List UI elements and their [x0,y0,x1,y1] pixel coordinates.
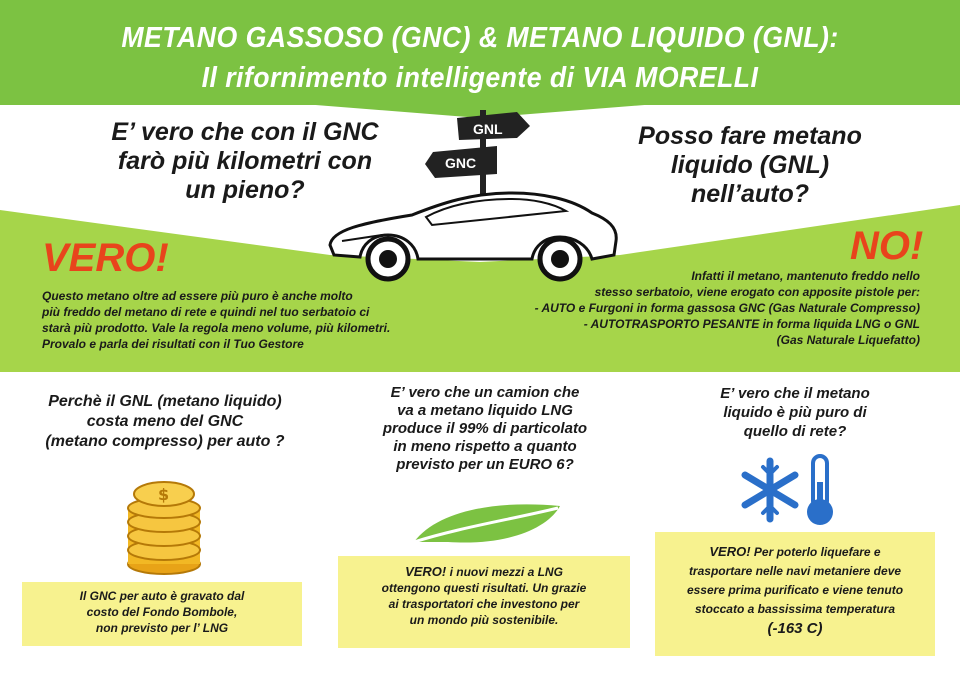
body-line: stesso serbatoio, viene erogato con apposite pistole per: [594,285,920,299]
vero-label: VERO! [709,544,751,559]
question-line: farò più kilometri con [117,147,373,175]
body-line: trasportare nelle navi metaniere deve [688,564,902,578]
right-top-body [520,268,920,348]
question-line: quello di rete? [743,423,847,440]
body-line: ottengono questi risultati. Un grazie [381,581,587,595]
body-line: starà più prodotto. Vale la regola meno volume, più kilometri. [42,321,391,335]
question-line: in meno rispetto a quanto [393,438,577,455]
body-line: Infatti il metano, mantenuto freddo nello [691,269,920,283]
col3-answer-box [655,532,935,656]
vero-label: VERO! [405,564,447,579]
question-line: Perchè il GNL (metano liquido) [48,393,282,410]
body-line: costo del Fondo Bombole, [86,605,238,619]
question-line: costa meno del GNC [86,413,244,430]
body-line: (Gas Naturale Liquefatto) [776,333,920,347]
col2-answer-text [338,556,630,628]
col2-question [340,384,630,474]
body-line: essere prima purificato e viene tenuto [686,583,904,597]
question-line: un pieno? [185,176,305,204]
question-line: E’ vero che con il GNC [111,118,379,146]
svg-text:$: $ [158,485,170,504]
body-line: ai trasportatori che investono per [388,597,580,611]
question-line: E’ vero che un camion che [390,384,580,401]
col1-question [20,392,310,452]
header-title-line1: METANO GASSOSO (GNC) & METANO LIQUIDO (GNL): [121,22,839,54]
body-line: stoccato a bassissima temperatura [694,602,896,616]
left-answer-vero: VERO! [42,236,169,280]
question-line: liquido è più puro di [723,404,867,421]
thermometer-icon [800,452,840,528]
body-line: non previsto per l’ LNG [95,621,229,635]
question-line: previsto per un EURO 6? [396,456,574,473]
question-line: liquido (GNL) [670,151,830,179]
left-top-question [80,118,410,205]
col1-answer-text [22,582,302,636]
right-answer-no: NO! [850,224,924,268]
body-line: i nuovi mezzi a LNG [446,565,563,579]
question-line: produce il 99% di particolato [382,420,588,437]
body-line: Questo metano oltre ad essere più puro è anche molto [42,289,353,303]
col2-answer-box [338,556,630,648]
question-line: nell’auto? [690,180,810,208]
body-line: (-163 C) [767,620,823,637]
header-title-line2: Il rifornimento intelligente di VIA MORELLI [201,62,759,94]
body-line: Il GNC per auto è gravato dal [79,589,245,603]
leaf-icon [408,498,568,550]
question-line: va a metano liquido LNG [397,402,573,419]
question-line: Posso fare metano [638,122,862,150]
sign-gnc-label: GNC [445,155,477,171]
col3-question [660,384,930,441]
left-top-body [42,288,442,352]
right-top-question [600,122,900,209]
body-line: un mondo più sostenibile. [409,613,559,627]
coins-icon [120,468,210,578]
col1-answer-box [22,582,302,646]
body-line: Per poterlo liquefare e [750,545,881,559]
question-line: (metano compresso) per auto ? [45,433,285,450]
question-line: E’ vero che il metano [720,385,870,402]
body-line: più freddo del metano di rete e quindi nel tuo serbatoio ci [42,305,370,319]
body-line: Provalo e parla dei risultati con il Tuo Gestore [42,337,304,351]
snowflake-icon [735,455,805,525]
sign-gnl-label: GNL [473,121,503,137]
body-line: - AUTOTRASPORTO PESANTE in forma liquida LNG o GNL [583,317,920,331]
col3-answer-text [655,532,935,638]
body-line: - AUTO e Furgoni in forma gassosa GNC (Gas Naturale Compresso) [534,301,920,315]
